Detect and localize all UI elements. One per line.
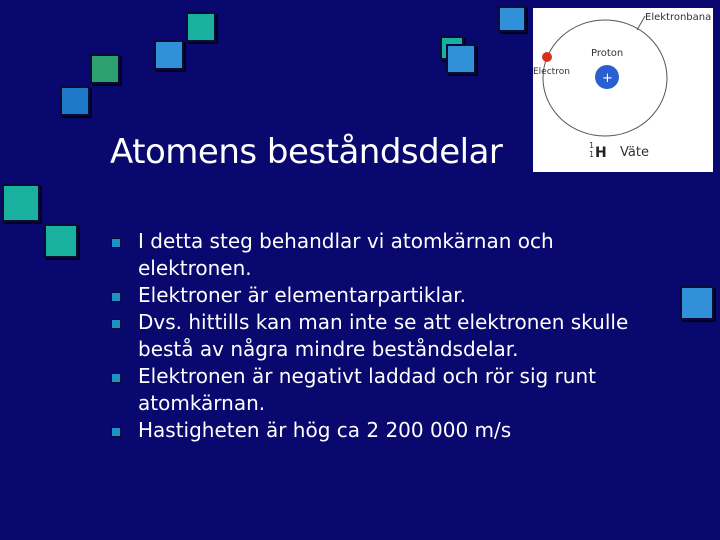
decor-square — [90, 54, 120, 84]
bullet-square-icon — [111, 373, 121, 383]
bullet-square-icon — [111, 427, 121, 437]
electron-dot — [542, 52, 552, 62]
atomic-number: 1 — [589, 150, 595, 159]
bullet-text: Dvs. hittills kan man inte se att elektronen skulle bestå av några mindre beståndsdelar. — [138, 310, 629, 361]
decor-square — [498, 6, 526, 32]
decor-square — [446, 44, 476, 74]
orbit-label: Elektronbana — [645, 12, 712, 23]
bullet-text: I detta steg behandlar vi atomkärnan och elektronen. — [138, 229, 554, 280]
list-item — [108, 363, 668, 417]
list-item — [108, 417, 668, 444]
bullet-text: Elektroner är elementarpartiklar. — [138, 283, 466, 307]
proton-sign: + — [602, 71, 613, 86]
proton-label: Proton — [591, 48, 624, 59]
decor-square — [154, 40, 184, 70]
list-item — [108, 282, 668, 309]
hydrogen-atom-diagram — [533, 8, 713, 172]
bullet-square-icon — [111, 319, 121, 329]
mass-number: 1 — [589, 141, 595, 150]
decor-square — [186, 12, 216, 42]
list-item — [108, 309, 668, 363]
decor-square — [60, 86, 90, 116]
decor-square — [680, 286, 714, 320]
atom-svg — [533, 8, 713, 172]
decor-square — [44, 224, 78, 258]
list-item — [108, 228, 668, 282]
bullet-list — [108, 228, 668, 444]
decor-square — [2, 184, 40, 222]
bullet-square-icon — [111, 292, 121, 302]
electron-label: Electron — [533, 67, 570, 77]
orbit-pointer — [637, 16, 645, 30]
slide-title: Atomens beståndsdelar — [110, 132, 503, 172]
element-symbol: H — [595, 145, 607, 161]
bullet-square-icon — [111, 238, 121, 248]
bullet-text: Hastigheten är hög ca 2 200 000 m/s — [138, 418, 512, 442]
bullet-text: Elektronen är negativt laddad och rör sig runt atomkärnan. — [138, 364, 596, 415]
element-name: Väte — [620, 145, 649, 160]
